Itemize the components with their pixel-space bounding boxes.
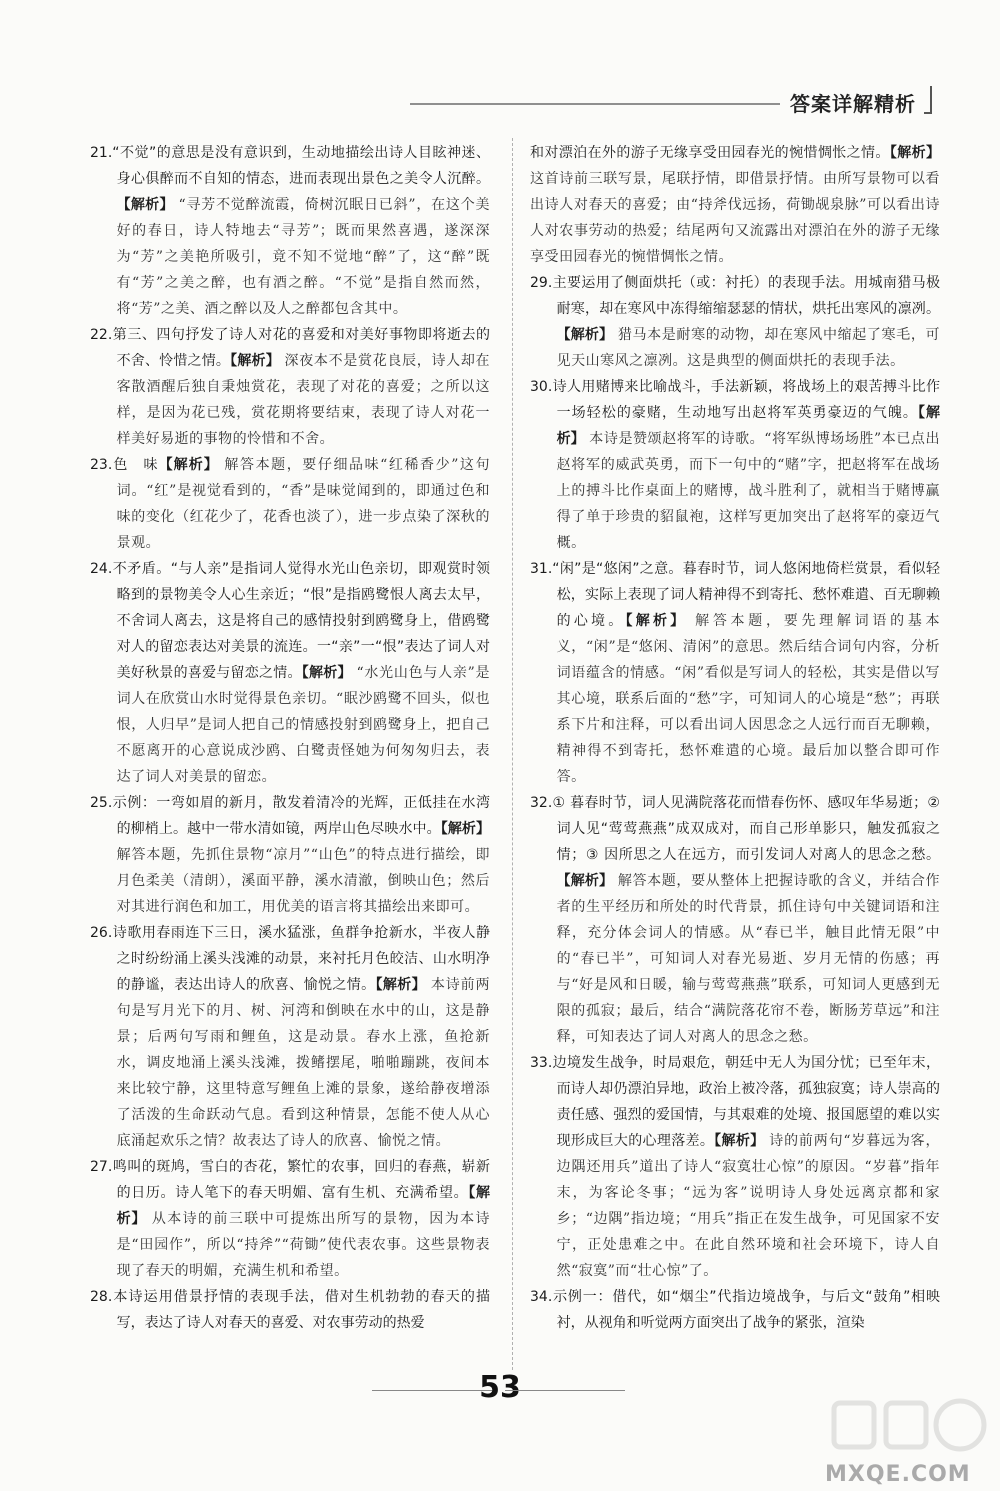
answer-text: 诗歌用春雨连下三日，溪水猛涨，鱼群争抢新水，半夜人静之时纷纷涌上溪头浅滩的动景，来衬托月色皎洁、山水明净的静谧，表达出诗人的欣喜、愉悦之情。	[112, 925, 490, 993]
question-number: 32.	[530, 795, 553, 811]
answer-text: 边境发生战争，时局艰危，朝廷中无人为国分忧；已至年末，而诗人却仍漂泊异地，政治上被冷落，孤独寂寞；诗人崇高的责任感、强烈的爱国情，与其艰难的处境、报国愿望的难以实现形成巨大的心理落差。	[552, 1055, 940, 1149]
analysis-tag: 【解析】	[158, 457, 219, 473]
question-number: 33.	[530, 1055, 553, 1071]
footer-rule-right	[505, 1390, 625, 1391]
analysis-text: 从本诗的前三联中可提炼出所写的景物，因为本诗是“田园作”，所以“持斧”“荷锄”使代表农事。这些景物表现了春天的明媚，充满生机和希望。	[116, 1211, 491, 1279]
question-number: 24.	[90, 561, 113, 577]
analysis-tag: 【解析】	[230, 353, 280, 369]
question-number: 29.	[530, 275, 553, 291]
answer-text: 和对漂泊在外的游子无缘享受田园春光的惋惜惆怅之情。	[530, 145, 890, 161]
answer-text: ① 暮春时节，词人见满院落花而惜春伤怀、感叹年华易逝；② 词人见“莺莺燕燕”成双成对，而自己形单影只，触发孤寂之情；③ 因所思之人在远方，而引发词人对离人的思念之愁。	[552, 795, 940, 863]
answer-item	[90, 920, 490, 1154]
question-number: 31.	[530, 561, 553, 577]
page-number: 53	[479, 1370, 521, 1405]
analysis-text: 解答本题，要从整体上把握诗歌的含义，并结合作者的生平经历和所处的时代背景，抓住诗句中关键词语和注释，充分体会词人的情感。从“春已半，触目此情无限”中的“春已半”，可知词人对春光易逝、岁月无情的伤感；再与“好是风和日暖，输与莺莺燕燕”联系，可知词人更感到无限的孤寂；最后，结合“满院落花帘不卷，断肠芳草远”和注释，可知表达了词人对离人的思念之愁。	[556, 873, 941, 1045]
analysis-tag: 【解析】	[116, 1185, 490, 1227]
answer-item	[530, 1284, 940, 1336]
analysis-tag: 【解析】	[375, 977, 427, 993]
question-number: 23.	[90, 457, 113, 473]
answer-text: 示例一：借代，如“烟尘”代指边境战争，与后文“鼓角”相映衬，从视角和听觉两方面突出了战争的紧张，渲染	[552, 1289, 940, 1331]
analysis-tag: 【解析】	[625, 613, 688, 629]
answer-text: “不觉”的意思是没有意识到，生动地描绘出诗人目眩神迷、身心俱醉而不自知的情态，进而表现出景色之美令人沉醉。	[112, 145, 490, 187]
question-number: 25.	[90, 795, 113, 811]
question-number: 28.	[90, 1289, 113, 1305]
answer-item	[90, 140, 490, 322]
right-column	[530, 140, 940, 1336]
answer-item	[90, 452, 490, 556]
analysis-text: 解答本题，先抓住景物“凉月”“山色”的特点进行描绘，即月色柔美（清朗），溪面平静，溪水清澈，倒映山色；然后对其进行润色和加工，用优美的语言将其描绘出来即可。	[116, 847, 490, 915]
analysis-tag: 【解析】	[556, 327, 614, 343]
analysis-text: 解答本题，要仔细品味“红稀香少”这句词。“红”是视觉看到的，“香”是味觉闻到的，即通过色和味的变化（红花少了，花香也淡了），进一步点染了深秋的景观。	[116, 457, 491, 551]
analysis-tag: 【解析】	[301, 665, 352, 681]
analysis-text: 本诗是赞颂赵将军的诗歌。“将军纵博场场胜”本已点出赵将军的威武英勇，而下一句中的“赌”字，把赵将军在战场上的搏斗比作桌面上的赌博，战斗胜利了，就相当于赌博赢得了单于珍贵的貂鼠袍，这样写更加突出了赵将军的豪迈气概。	[556, 431, 940, 551]
column-divider	[512, 138, 513, 1370]
header-title: 答案详解精析	[790, 92, 916, 116]
answer-item	[530, 556, 940, 790]
watermark-site: MXQE.COM	[825, 1462, 971, 1487]
analysis-tag: 【解析】	[556, 405, 941, 447]
answer-text: 第三、四句抒发了诗人对花的喜爱和对美好事物即将逝去的不舍、怜惜之情。	[112, 327, 490, 369]
answer-item	[90, 322, 490, 452]
question-number: 21.	[90, 145, 113, 161]
analysis-text: 这首诗前三联写景，尾联抒情，即借景抒情。由所写景物可以看出诗人对春天的喜爱；由“持斧伐远扬，荷锄觇泉脉”可以看出诗人对农事劳动的热爱；结尾两句又流露出对漂泊在外的游子无缘享受田园春光的惋惜惆怅之情。	[530, 171, 940, 265]
header-bracket	[924, 86, 932, 114]
question-number: 27.	[90, 1159, 113, 1175]
answer-text: “闲”是“悠闲”之意。暮春时节，词人悠闲地倚栏赏景，看似轻松，实际上表现了词人精神得不到寄托、愁怀难遣、百无聊赖的心境。	[552, 561, 940, 629]
analysis-text: “水光山色与人亲”是词人在欣赏山水时觉得景色亲切。“眠沙鸥鹭不回头，似也恨，人归早”是词人把自己的情感投射到鸥鹭身上，把自己不愿离开的心意说成沙鸥、白鹭责怪她为何匆匆归去，表达了词人对美景的留恋。	[116, 665, 491, 785]
answer-item	[530, 374, 940, 556]
answer-text: 主要运用了侧面烘托（或：衬托）的表现手法。用城南猎马极耐寒，却在寒风中冻得缩缩瑟瑟的情状，烘托出寒风的凛冽。	[552, 275, 940, 317]
question-number: 34.	[530, 1289, 553, 1305]
analysis-text: 本诗前两句是写月光下的月、树、河湾和倒映在水中的山，这是静景；后两句写雨和鲤鱼，这是动景。春水上涨，鱼抢新水，调皮地涌上溪头浅滩，拨鳍摆尾，啪啪蹦跳，夜间本来比较宁静，这里特意写鲤鱼上滩的景象，遂给静夜增添了活泼的生命跃动气息。看到这种情景，怎能不使人从心底涌起欢乐之情？故表达了诗人的欣喜、愉悦之情。	[116, 977, 491, 1149]
answer-item	[90, 1154, 490, 1284]
answer-text: 色 味	[112, 457, 159, 473]
left-column	[90, 140, 490, 1336]
answer-text: 示例：一弯如眉的新月，散发着清冷的光辉，正低挂在水湾的柳梢上。越中一带水清如镜，两岸山色尽映水中。	[112, 795, 490, 837]
analysis-text: 诗的前两句“岁暮远为客，边隅还用兵”道出了诗人“寂寞壮心惊”的原因。“岁暮”指年末，为客论冬事；“远为客”说明诗人身处远离京都和家乡；“边隅”指边境；“用兵”指正在发生战争，可见国家不安宁，正处患难之中。在此自然环境和社会环境下，诗人自然“寂寞”而“壮心惊”了。	[556, 1133, 940, 1279]
question-number: 26.	[90, 925, 113, 941]
analysis-tag: 【解析】	[556, 873, 614, 889]
analysis-text: 猎马本是耐寒的动物，却在寒风中缩起了寒毛，可见天山寒风之凛冽。这是典型的侧面烘托的表现手法。	[556, 327, 941, 369]
answer-text: 不矛盾。“与人亲”是指词人觉得水光山色亲切，即观赏时领略到的景物美令人心生亲近；“恨”是指鸥鹭恨人离去太早，不舍词人离去，这是将自己的感情投射到鸥鹭身上，借鸥鹭对人的留恋表达对美景的流连。一“亲”一“恨”表达了词人对美好秋景的喜爱与留恋之情。	[112, 561, 490, 681]
analysis-tag: 【解析】	[440, 821, 491, 837]
answer-item	[90, 556, 490, 790]
header-rule	[410, 103, 780, 105]
answer-item	[530, 140, 940, 270]
analysis-text: 深夜本不是赏花良辰，诗人却在客散酒醒后独自秉烛赏花，表现了对花的喜爱；之所以这样，是因为花已残，赏花期将要结束，表现了诗人对花一样美好易逝的事物的怜惜和不舍。	[116, 353, 491, 447]
analysis-text: 解答本题，要先理解词语的基本义，“闲”是“悠闲、清闲”的意思。然后结合词句内容，分析词语蕴含的情感。“闲”看似是写词人的轻松，其实是借以写其心境，联系后面的“愁”字，可知词人的心境是“愁”；再联系下片和注释，可以看出词人因思念之人远行而百无聊赖，精神得不到寄托，愁怀难遣的心境。最后加以整合即可作答。	[556, 613, 941, 785]
analysis-text: “寻芳不觉醉流霞，倚树沉眠日已斜”，在这个美好的春日，诗人特地去“寻芳”；既而果然喜遇，遂深深为“芳”之美艳所吸引，竟不知不觉地“醉”了，这“醉”既有“芳”之美之醉，也有酒之醉。“不觉”是指自然而然，将“芳”之美、酒之醉以及人之醉都包含其中。	[116, 197, 491, 317]
answer-item	[530, 790, 940, 1050]
answer-item	[530, 1050, 940, 1284]
analysis-tag: 【解析】	[889, 145, 941, 161]
analysis-tag: 【解析】	[714, 1133, 765, 1149]
answer-text: 本诗运用借景抒情的表现手法，借对生机勃勃的春天的描写，表达了诗人对春天的喜爱、对农事劳动的热爱	[112, 1289, 490, 1331]
answer-text: 诗人用赌博来比喻战斗，手法新颖，将战场上的艰苦搏斗比作一场轻松的豪赌，生动地写出赵将军英勇豪迈的气魄。	[552, 379, 940, 421]
analysis-tag: 【解析】	[116, 197, 174, 213]
answer-item	[90, 1284, 490, 1336]
question-number: 30.	[530, 379, 553, 395]
answer-item	[90, 790, 490, 920]
answer-text: 鸣叫的斑鸠，雪白的杏花，繁忙的农事，回归的春燕，崭新的日历。诗人笔下的春天明媚、富有生机、充满希望。	[112, 1159, 490, 1201]
answer-item	[530, 270, 940, 374]
question-number: 22.	[90, 327, 113, 343]
